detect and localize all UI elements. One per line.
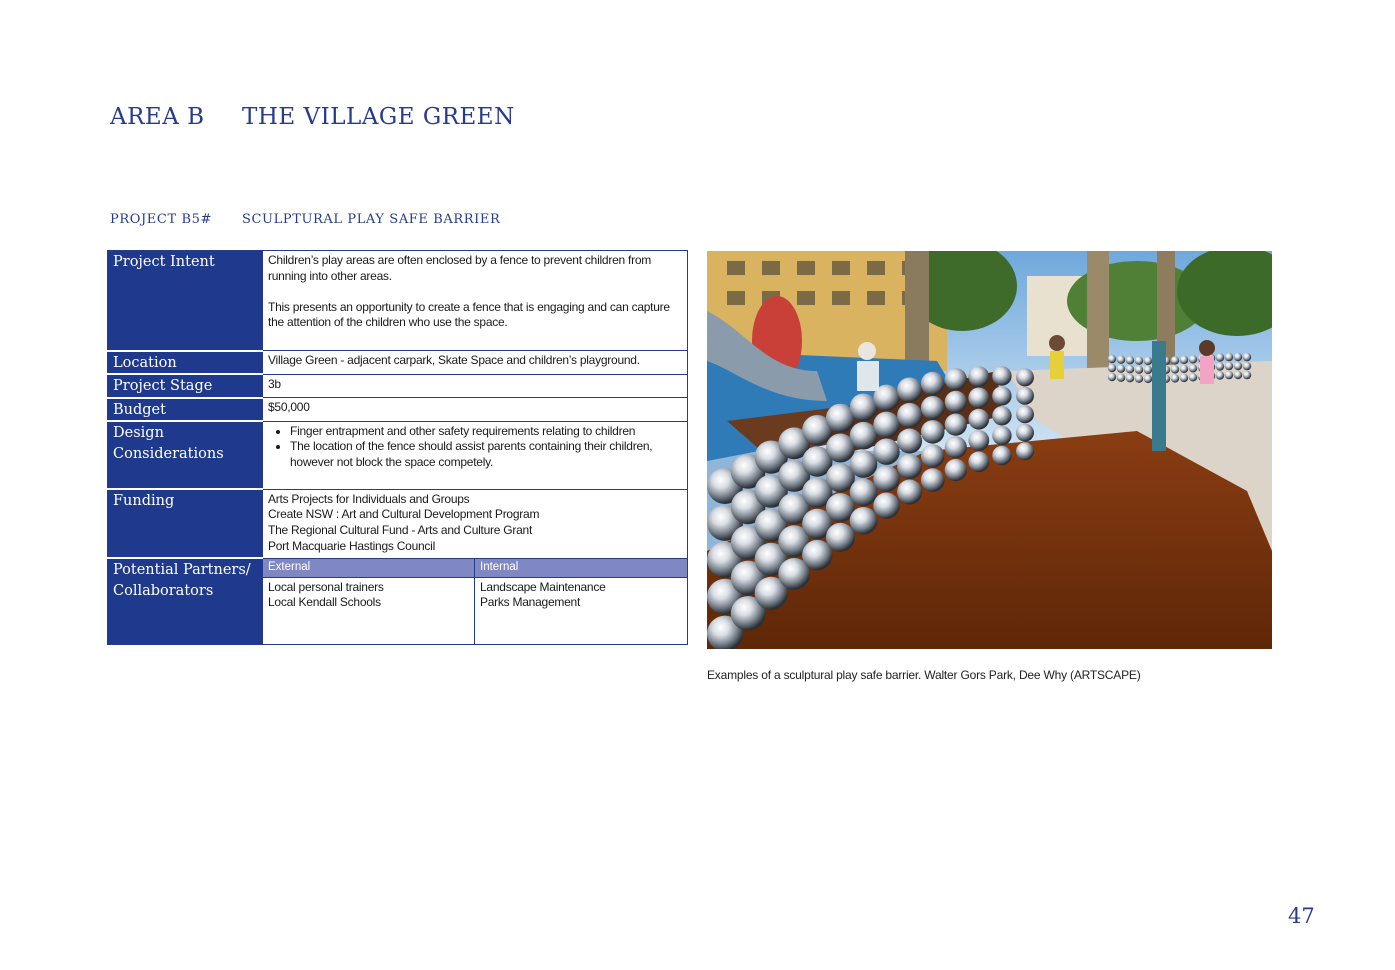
steel-sphere bbox=[945, 368, 967, 390]
label-design-line2: Considerations bbox=[113, 445, 224, 462]
partners-internal-list bbox=[475, 577, 688, 644]
steel-sphere bbox=[1016, 405, 1034, 423]
project-label: PROJECT B5# bbox=[110, 212, 212, 227]
value-funding bbox=[263, 489, 688, 558]
steel-sphere bbox=[968, 388, 989, 409]
steel-sphere bbox=[1016, 387, 1034, 405]
row-project-intent bbox=[108, 251, 688, 351]
steel-sphere bbox=[968, 366, 989, 387]
steel-sphere bbox=[1126, 374, 1134, 382]
area-label: AREA B bbox=[110, 104, 205, 130]
steel-sphere bbox=[1108, 355, 1116, 363]
partners-external-list bbox=[263, 577, 475, 644]
row-design-considerations bbox=[108, 421, 688, 489]
steel-sphere bbox=[1126, 365, 1134, 373]
steel-sphere bbox=[968, 451, 989, 472]
internal-partner: Landscape Maintenance bbox=[480, 579, 606, 594]
project-title: SCULPTURAL PLAY SAFE BARRIER bbox=[242, 212, 501, 227]
label-funding: Funding bbox=[108, 489, 263, 558]
steel-sphere bbox=[1225, 353, 1233, 361]
intent-paragraph-1: Children’s play areas are often enclosed by a fence to prevent children from running into other areas. bbox=[268, 253, 652, 283]
steel-sphere bbox=[1016, 368, 1034, 386]
funding-item: The Regional Cultural Fund - Arts and Culture Grant bbox=[268, 523, 533, 538]
funding-item: Arts Projects for Individuals and Groups bbox=[268, 491, 470, 506]
intent-paragraph-2: This presents an opportunity to create a fence that is engaging and can capture the attention of the children who use the space. bbox=[268, 299, 670, 330]
steel-sphere bbox=[1117, 356, 1125, 364]
row-project-stage bbox=[108, 374, 688, 398]
steel-sphere bbox=[1108, 373, 1116, 381]
external-partner: Local Kendall Schools bbox=[268, 595, 381, 610]
steel-sphere bbox=[992, 366, 1011, 385]
steel-sphere bbox=[968, 430, 989, 451]
label-design-considerations bbox=[108, 421, 263, 489]
steel-sphere bbox=[992, 386, 1011, 405]
steel-sphere bbox=[1108, 364, 1116, 372]
steel-sphere bbox=[1016, 424, 1034, 442]
steel-sphere bbox=[945, 436, 967, 458]
design-bullet: • Finger entrapment and other safety requirements relating to children bbox=[290, 424, 679, 440]
steel-sphere bbox=[945, 391, 967, 413]
steel-sphere bbox=[850, 450, 878, 478]
partners-external-header: External bbox=[263, 558, 475, 577]
steel-sphere bbox=[1225, 362, 1233, 370]
steel-sphere bbox=[1234, 371, 1242, 379]
value-project-intent bbox=[263, 251, 688, 351]
steel-sphere bbox=[1189, 373, 1197, 381]
steel-sphere bbox=[1216, 353, 1224, 361]
funding-item: Create NSW : Art and Cultural Development Program bbox=[268, 507, 540, 522]
steel-sphere bbox=[1144, 366, 1152, 374]
steel-sphere bbox=[850, 507, 878, 535]
steel-sphere bbox=[1126, 356, 1134, 364]
barrier-photo bbox=[707, 251, 1272, 649]
steel-sphere bbox=[1171, 365, 1179, 373]
steel-sphere bbox=[1234, 353, 1242, 361]
photo-caption: Examples of a sculptural play safe barrier. Walter Gors Park, Dee Why (ARTSCAPE) bbox=[707, 668, 1141, 682]
steel-sphere bbox=[1189, 355, 1197, 363]
steel-sphere bbox=[1117, 374, 1125, 382]
steel-sphere bbox=[992, 446, 1011, 465]
steel-sphere bbox=[1243, 362, 1251, 370]
steel-sphere bbox=[897, 377, 922, 402]
steel-sphere bbox=[921, 444, 945, 468]
steel-sphere bbox=[1117, 365, 1125, 373]
steel-sphere bbox=[1144, 357, 1152, 365]
steel-sphere bbox=[921, 420, 945, 444]
row-location bbox=[108, 351, 688, 375]
steel-sphere bbox=[1234, 362, 1242, 370]
partners-internal-header: Internal bbox=[475, 558, 688, 577]
steel-sphere bbox=[1180, 356, 1188, 364]
label-project-intent: Project Intent bbox=[108, 251, 263, 351]
steel-sphere bbox=[921, 372, 945, 396]
steel-sphere bbox=[921, 468, 945, 492]
value-location: Village Green - adjacent carpark, Skate Space and children’s playground. bbox=[263, 351, 688, 375]
steel-sphere bbox=[873, 439, 899, 465]
steel-sphere bbox=[897, 429, 922, 454]
external-partner: Local personal trainers bbox=[268, 579, 384, 594]
row-partners-header bbox=[108, 558, 688, 577]
value-project-stage: 3b bbox=[263, 374, 688, 398]
steel-sphere bbox=[992, 426, 1011, 445]
label-partners-line2: Collaborators bbox=[113, 582, 214, 599]
page-number: 47 bbox=[1288, 904, 1315, 928]
steel-sphere bbox=[826, 523, 855, 552]
steel-sphere bbox=[1216, 371, 1224, 379]
steel-sphere bbox=[1180, 374, 1188, 382]
steel-sphere bbox=[992, 406, 1011, 425]
label-partners bbox=[108, 558, 263, 644]
steel-sphere bbox=[1135, 366, 1143, 374]
steel-sphere bbox=[1144, 375, 1152, 383]
steel-sphere bbox=[1243, 353, 1251, 361]
steel-sphere bbox=[897, 454, 922, 479]
steel-sphere bbox=[945, 414, 967, 436]
steel-sphere bbox=[968, 409, 989, 430]
label-project-stage: Project Stage bbox=[108, 374, 263, 398]
steel-sphere bbox=[945, 459, 967, 481]
funding-item: Port Macquarie Hastings Council bbox=[268, 538, 435, 553]
steel-sphere bbox=[1216, 362, 1224, 370]
steel-sphere bbox=[1171, 356, 1179, 364]
steel-sphere bbox=[1135, 357, 1143, 365]
steel-sphere bbox=[1180, 365, 1188, 373]
steel-sphere bbox=[1016, 442, 1034, 460]
steel-sphere bbox=[873, 493, 899, 519]
steel-sphere bbox=[897, 403, 922, 428]
steel-sphere bbox=[873, 412, 899, 438]
row-budget bbox=[108, 398, 688, 422]
steel-sphere bbox=[850, 422, 878, 450]
design-bullet: • The location of the fence should assist parents containing their children, however not block the space competely. bbox=[290, 439, 679, 471]
label-design-line1: Design bbox=[113, 425, 164, 441]
steel-sphere bbox=[921, 396, 945, 420]
steel-sphere bbox=[1189, 364, 1197, 372]
label-location: Location bbox=[108, 351, 263, 375]
steel-sphere bbox=[850, 394, 878, 422]
internal-partner: Parks Management bbox=[480, 595, 581, 610]
design-bullet-list bbox=[268, 424, 679, 471]
value-budget: $50,000 bbox=[263, 398, 688, 422]
label-budget: Budget bbox=[108, 398, 263, 422]
steel-sphere bbox=[1243, 371, 1251, 379]
steel-sphere bbox=[1225, 371, 1233, 379]
steel-sphere bbox=[897, 480, 922, 505]
project-info-table bbox=[107, 250, 688, 645]
steel-sphere bbox=[1171, 374, 1179, 382]
steel-sphere bbox=[850, 479, 878, 507]
area-title: THE VILLAGE GREEN bbox=[242, 104, 515, 130]
steel-sphere bbox=[873, 466, 899, 492]
value-design-considerations bbox=[263, 421, 688, 489]
row-funding bbox=[108, 489, 688, 558]
label-partners-line1: Potential Partners/ bbox=[113, 562, 251, 578]
steel-sphere bbox=[1135, 375, 1143, 383]
